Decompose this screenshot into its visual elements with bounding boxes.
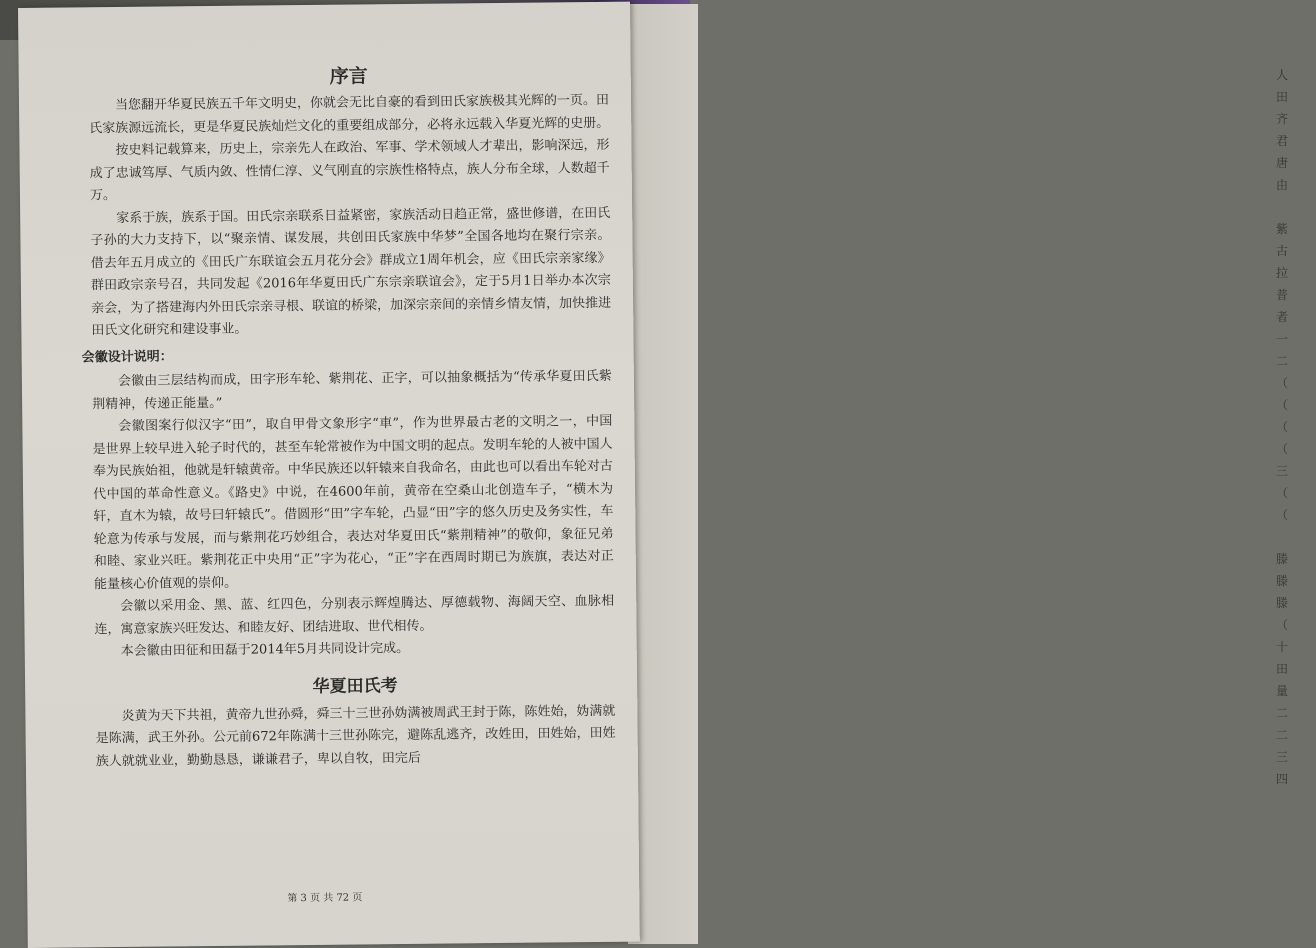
adjacent-page-char: 一	[1276, 332, 1289, 346]
adjacent-page-char: 滕	[1276, 574, 1289, 588]
adjacent-page-char: （	[1276, 508, 1289, 522]
adjacent-page-char: 紫	[1276, 222, 1289, 236]
adjacent-page-char: （	[1276, 486, 1289, 500]
adjacent-page-char	[1276, 196, 1316, 218]
origin-title: 华夏田氏考	[312, 675, 398, 697]
page-content	[81, 62, 616, 773]
adjacent-page-char: 者	[1276, 310, 1289, 324]
adjacent-page	[628, 4, 1289, 944]
origin-paragraph: 炎黄为天下共祖，黄帝九世孙舜，舜三十三世孙妫满被周武王封于陈，陈姓始，妫满就是陈满，武王外孙。公元前672年陈满十三世孙陈完，避陈乱逃齐，改姓田，田姓始，田姓族人就就业业，勤勤恳恳，谦谦君子，卑以自牧，田完后	[95, 703, 616, 769]
adjacent-page-char: （	[1276, 618, 1289, 632]
adjacent-page-char: 二	[1276, 728, 1289, 742]
adjacent-page-text	[1276, 64, 1316, 790]
emblem-paragraph: 会徽以采用金、黑、蓝、红四色，分别表示辉煌腾达、厚德载物、海阔天空、血脉相连，寓意家族兴旺发达、和睦友好、团结进取、世代相传。	[94, 593, 615, 637]
adjacent-page-char: 二	[1276, 706, 1289, 720]
preface-title: 序言	[329, 65, 368, 88]
adjacent-page-char: 滕	[1276, 596, 1289, 610]
adjacent-page-char: 古	[1276, 244, 1289, 258]
adjacent-page-char: 君	[1276, 134, 1289, 148]
adjacent-page-char: 田	[1276, 662, 1289, 676]
adjacent-page-char: 普	[1276, 288, 1289, 302]
emblem-paragraph: 本会徽由田征和田磊于2014年5月共同设计完成。	[120, 640, 410, 659]
adjacent-page-char: 十	[1276, 640, 1289, 654]
emblem-heading: 会徽设计说明：	[81, 348, 173, 365]
adjacent-page-char: 齐	[1276, 112, 1289, 126]
adjacent-page-char: 滕	[1276, 552, 1289, 566]
preface-paragraph: 家系于族，族系于国。田氏宗亲联系日益紧密，家族活动日趋正常，盛世修谱，在田氏子孙的大力支持下，以“聚亲情、谋发展，共创田氏家族中华梦”全国各地均在聚行宗亲。借去年五月成立的《田氏广东联谊会五月花分会》群成立1周年机会，应《田氏宗亲家缘》群田政宗亲号召，共同发起《2016年华夏田氏广东宗亲联谊会》，定于5月1日举办本次宗亲会，为了搭建海内外田氏宗亲寻根、联谊的桥梁，加深宗亲间的亲情乡情友情，加快推进田氏文化研究和建设事业。	[90, 205, 612, 339]
adjacent-page-char: 三	[1276, 464, 1289, 478]
adjacent-page-char: 田	[1276, 90, 1289, 104]
adjacent-page-char: 拉	[1276, 266, 1289, 280]
adjacent-page-char: 唐	[1276, 156, 1289, 170]
emblem-paragraph: 会徽由三层结构而成，田字形车轮、紫荆花、正字，可以抽象概括为“传承华夏田氏紫荆精神，传递正能量。”	[92, 368, 612, 412]
document-page	[18, 2, 640, 948]
adjacent-page-char	[1276, 526, 1316, 548]
emblem-paragraph: 会徽图案行似汉字“田”，取自甲骨文象形字“車”，作为世界最古老的文明之一，中国是世界上较早进入轮子时代的，甚至车轮常被作为中国文明的起点。发明车轮的人被中国人奉为民族始祖，他就是轩辕黄帝。中华民族还以轩辕来自我命名，由此也可以看出车轮对古代中国的革命性意义。《路史》中说，在4600年前，黄帝在空桑山北创造车子，“横木为轩，直木为辕，故号曰轩辕氏”。借圆形“田”字车轮，凸显“田”字的悠久历史及务实性，车轮意为传承与发展，而与紫荆花巧妙组合，表达对华夏田氏“紫荆精神”的敬仰，象征兄弟和睦、家业兴旺。紫荆花正中央用“正”字为花心，“正”字在西周时期已为族旗，表达对正能量核心价值观的崇仰。	[92, 413, 614, 592]
adjacent-page-char: （	[1276, 376, 1289, 390]
adjacent-page-char: （	[1276, 442, 1289, 456]
adjacent-page-char: 四	[1276, 772, 1289, 786]
preface-paragraph: 当您翻开华夏民族五千年文明史，你就会无比自豪的看到田氏家族极其光辉的一页。田氏家族源远流长，更是华夏民族灿烂文化的重要组成部分，必将永远载入华夏光辉的史册。	[89, 92, 610, 136]
adjacent-page-char: 三	[1276, 750, 1289, 764]
adjacent-page-char: （	[1276, 398, 1289, 412]
preface-paragraph: 按史料记载算来，历史上，宗亲先人在政治、军事、学术领域人才辈出，影响深远，形成了忠诚笃厚、气质内敛、性情仁淳、义气刚直的宗族性格特点，族人分布全球，人数超千万。	[89, 137, 610, 204]
page-number: 第 3 页 共 72 页	[287, 892, 363, 905]
adjacent-page-char: 量	[1276, 684, 1289, 698]
adjacent-page-char: （	[1276, 420, 1289, 434]
adjacent-page-char: 二	[1276, 354, 1289, 368]
adjacent-page-char: 由	[1276, 178, 1289, 192]
adjacent-page-char: 人	[1276, 68, 1289, 82]
